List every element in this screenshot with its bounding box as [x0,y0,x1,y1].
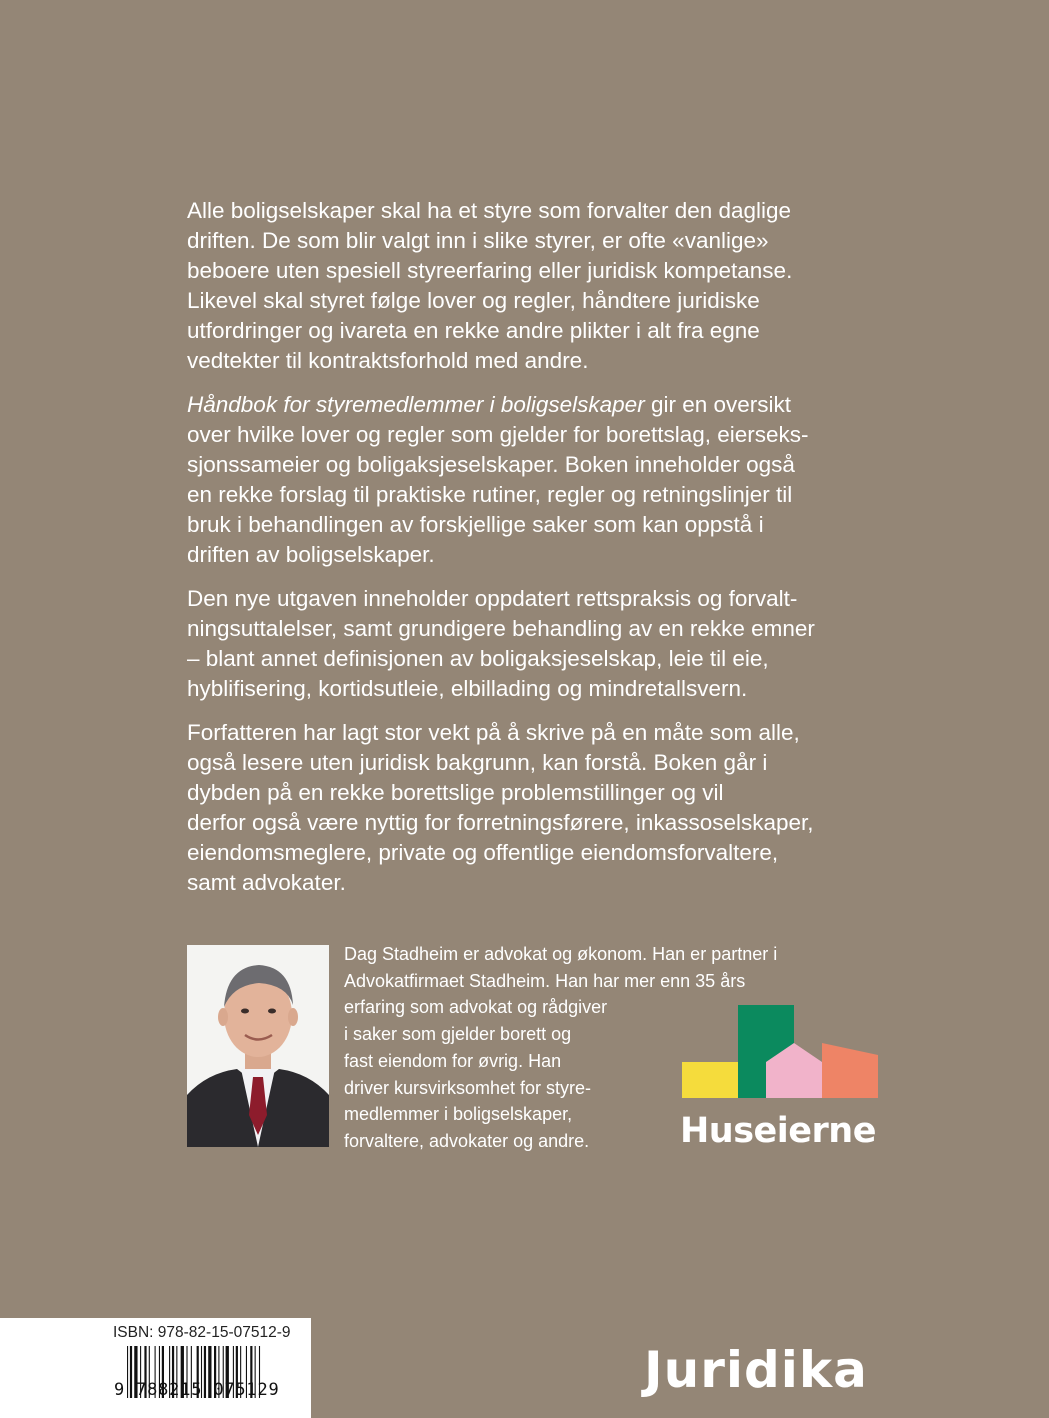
text-line: hyblifisering, kortidsutleie, elbillading og mindretallsvern. [187,676,748,701]
text-line: driften. De som blir valgt inn i slike styrer, er ofte «vanlige» [187,228,769,253]
text-line: sjonssameier og boligaksjeselskaper. Boken inneholder også [187,452,795,477]
text-line: eiendomsmeglere, private og offentlige eiendomsforvaltere, [187,840,779,865]
text-line: – blant annet definisjonen av boligaksjeselskap, leie til eie, [187,646,769,671]
barcode-digits: 9 788215 075129 [114,1380,280,1400]
blurb-paragraph-1 [187,196,907,376]
isbn-label: ISBN: 978-82-15-07512-9 [113,1324,291,1341]
publisher-logo: Juridika [644,1341,868,1399]
blurb-paragraph-2 [187,390,907,570]
text-line: i saker som gjelder borett og [344,1024,572,1045]
author-photo [187,945,329,1147]
text-fragment: gir en oversikt [644,392,792,417]
blurb-paragraph-4 [187,718,907,898]
blurb-paragraph-3 [187,584,907,704]
text-line: over hvilke lover og regler som gjelder for borettslag, eierseks- [187,422,809,447]
text-line: medlemmer i boligselskaper, [344,1104,573,1125]
text-line: driften av boligselskaper. [187,542,435,567]
text-line: samt advokater. [187,870,346,895]
text-line: derfor også være nyttig for forretningsførere, inkassoselskaper, [187,810,814,835]
text-line: forvaltere, advokater og andre. [344,1130,590,1151]
huseierne-wordmark: Huseierne [680,1111,876,1151]
text-line: dybden på en rekke borettslige problemstillinger og vil [187,780,724,805]
house-blocks-icon [680,1005,880,1105]
text-line: Dag Stadheim er advokat og økonom. Han er partner i [344,944,778,964]
book-title: Håndbok for styremedlemmer i boligselskaper [187,392,645,417]
text-line: fast eiendom for øvrig. Han [344,1050,562,1071]
text-line: beboere uten spesiell styreerfaring eller juridisk kompetanse. [187,258,793,283]
text-line: Advokatfirmaet Stadheim. Han har mer enn 35 års [344,970,746,991]
text-line [187,390,907,420]
text-line: ningsuttalelser, samt grundigere behandling av en rekke emner [187,616,815,641]
text-line: driver kursvirksomhet for styre- [344,1077,592,1098]
text-line: Den nye utgaven inneholder oppdatert rettspraksis og forvalt- [187,586,798,611]
text-line: Alle boligselskaper skal ha et styre som forvalter den daglige [187,198,792,223]
text-line: erfaring som advokat og rådgiver [344,997,608,1018]
text-line: en rekke forslag til praktiske rutiner, regler og retningslinjer til [187,482,793,507]
text-line: også lesere uten juridisk bakgrunn, kan forstå. Boken går i [187,750,768,775]
text-line: vedtekter til kontraktsforhold med andre. [187,348,589,373]
blurb-text [187,196,907,912]
text-line: Forfatteren har lagt stor vekt på å skrive på en måte som alle, [187,720,800,745]
text-line: utfordringer og ivareta en rekke andre plikter i alt fra egne [187,318,760,343]
text-line: bruk i behandlingen av forskjellige saker som kan oppstå i [187,512,764,537]
text-line: Likevel skal styret følge lover og regler, håndtere juridiske [187,288,760,313]
author-portrait-illustration [187,945,329,1147]
huseierne-logo [680,1005,880,1155]
